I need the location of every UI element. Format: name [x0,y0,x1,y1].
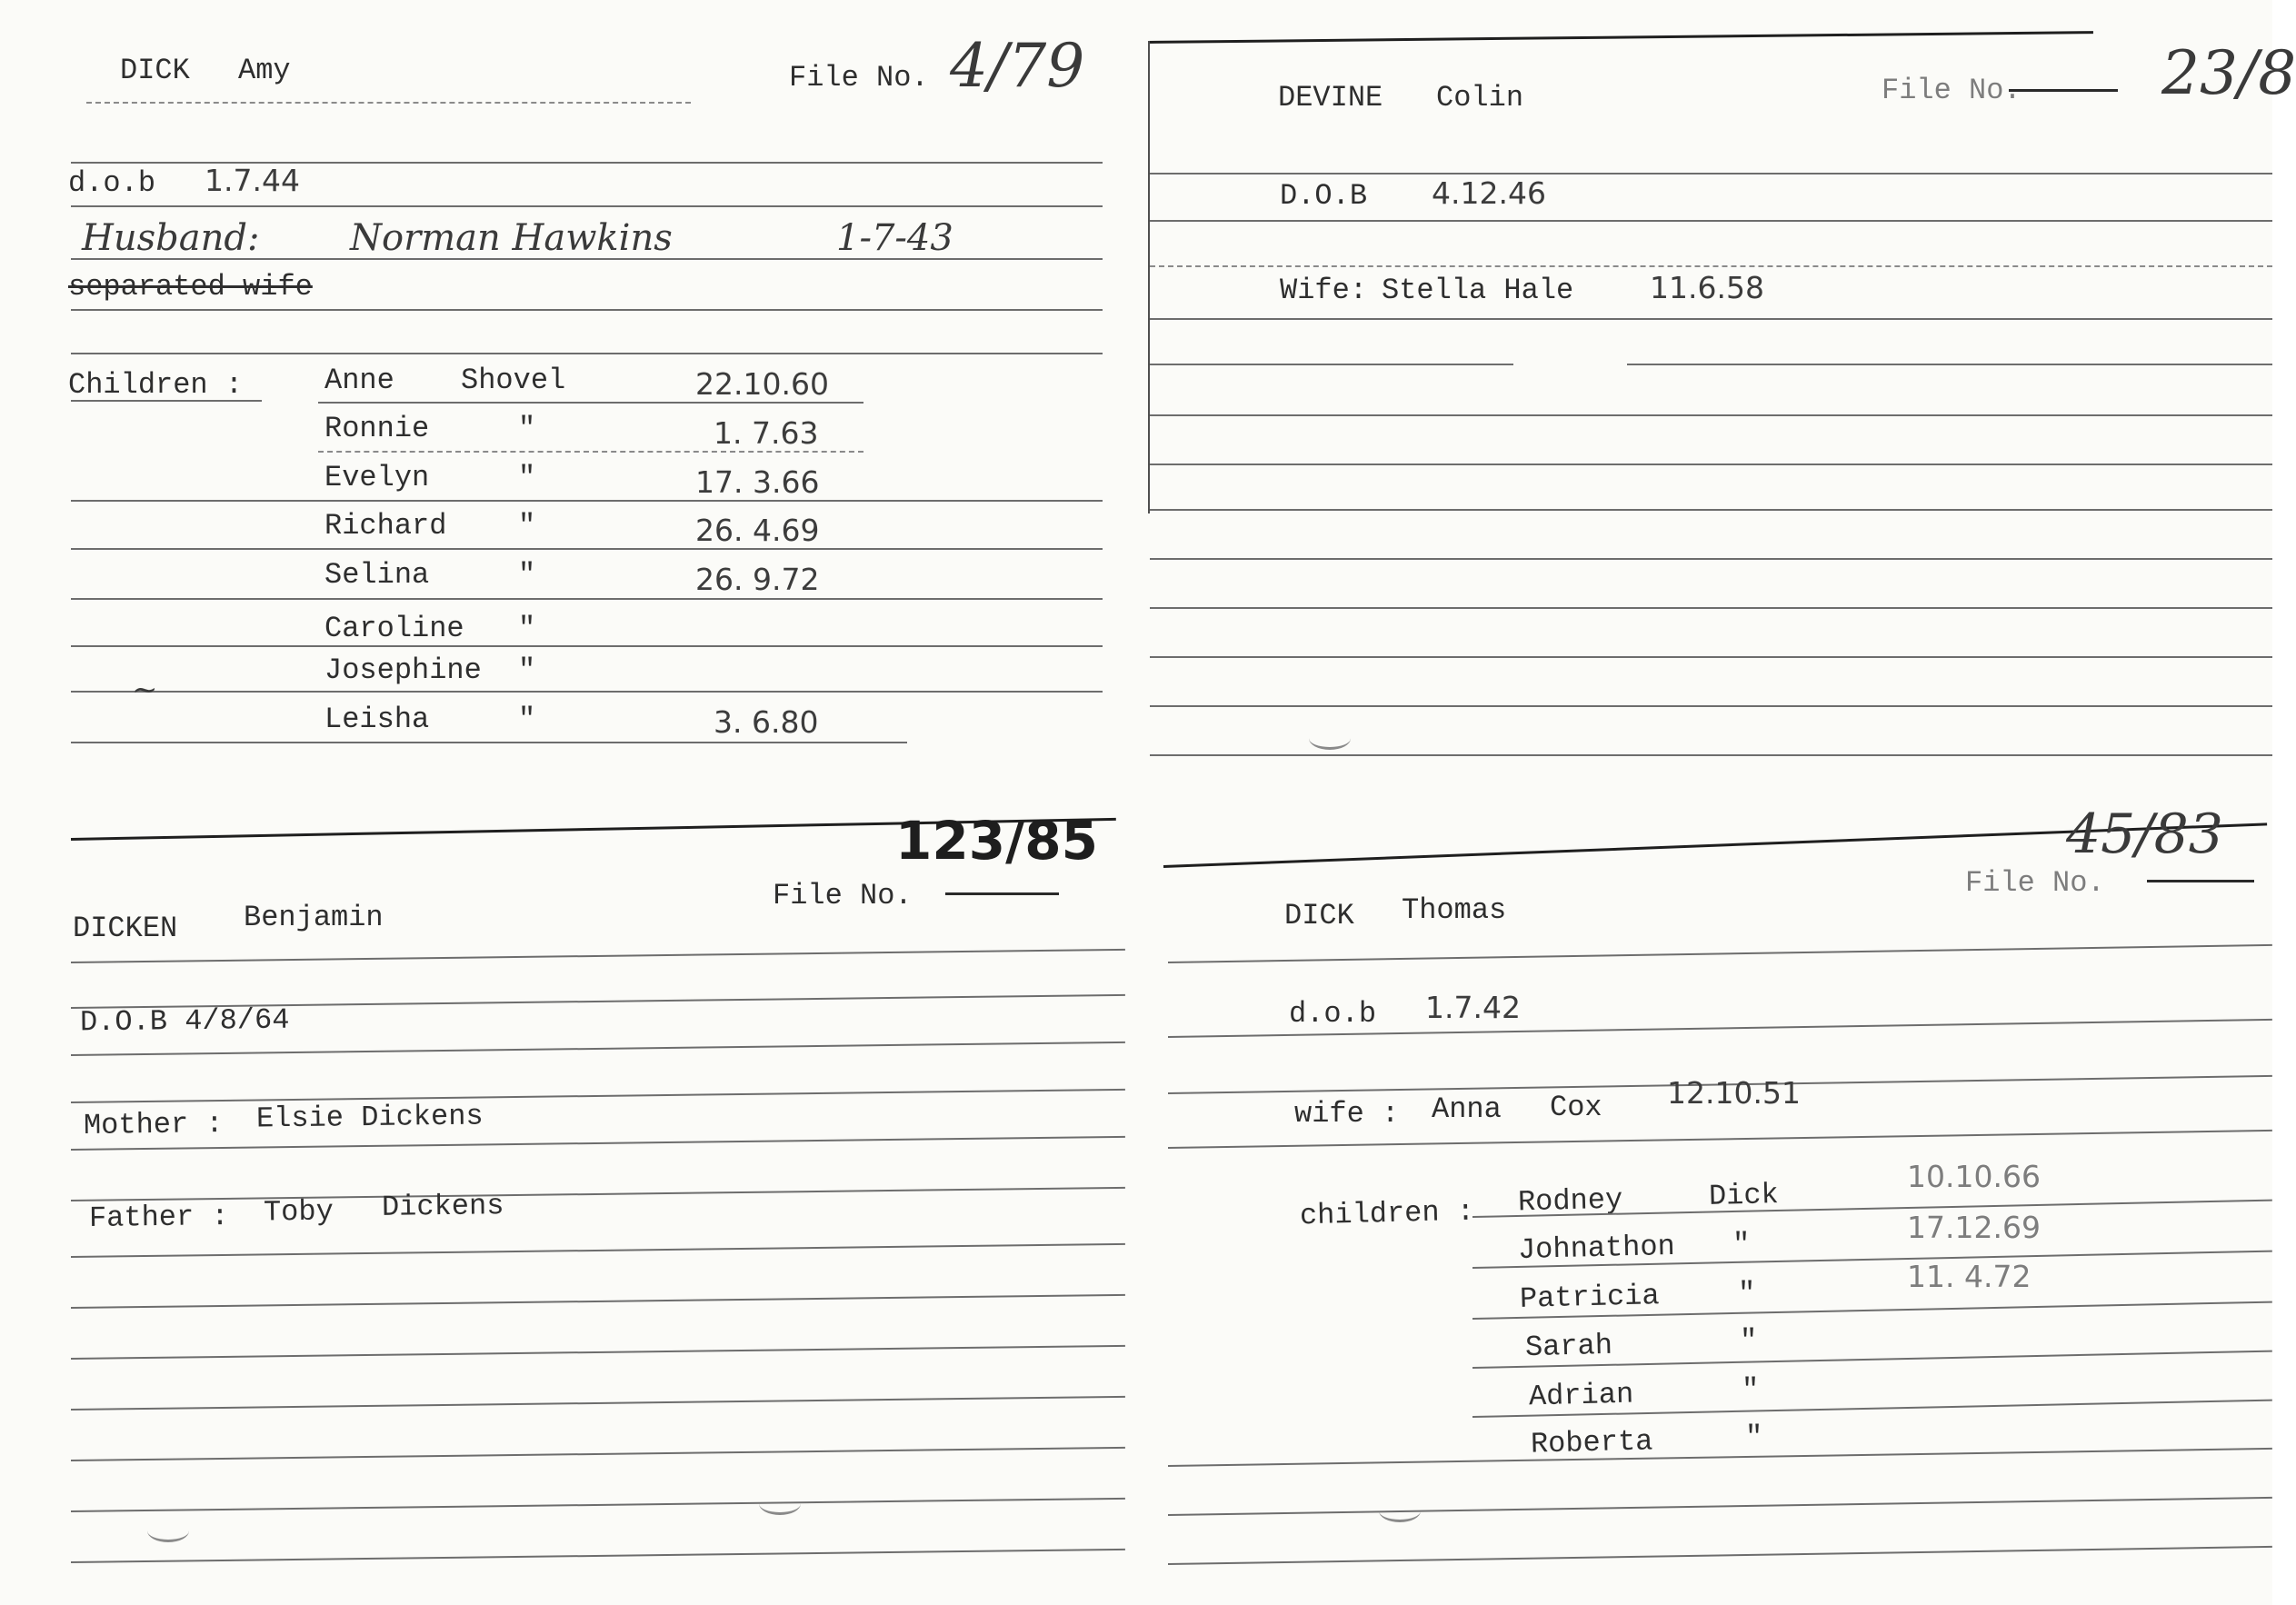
child-surname: " [518,509,536,543]
child-name: Evelyn [324,461,430,494]
dob-label: d.o.b [68,166,156,200]
child-name: Sarah [1524,1328,1613,1365]
dob-value: 1.7.44 [205,163,300,198]
husband-name: Norman Hawkins [350,217,673,259]
child-surname: " [518,653,536,687]
husband-date: 1-7-43 [836,217,953,259]
child-dob: 26. 9.72 [695,562,820,597]
father-last-name: Dickens [381,1189,504,1224]
file-number-label: File No. [1882,74,2021,107]
child-dob: 17.12.69 [1907,1210,2041,1245]
child-surname: Shovel [461,364,566,397]
old-file-number-strikeout [945,892,1059,895]
child-dob: 3. 6.80 [714,704,819,740]
record-card-devine-colin [1145,0,2296,800]
wife-label: Wife: [1280,274,1368,307]
punch-hole [147,1520,189,1542]
separated-wife-note: separated wife [68,270,313,304]
file-number: 123/85 [895,810,1098,872]
child-name: Leisha [324,703,430,736]
child-name: Rodney [1517,1182,1623,1220]
card-surname: DICK [1284,899,1354,932]
father-first-name: Toby [263,1194,334,1230]
child-name: Ronnie [324,412,430,445]
child-name: Josephine [324,653,482,687]
card-given-name: Benjamin [244,901,384,934]
child-name: Selina [324,558,430,592]
dob-value: D.O.B 4/8/64 [79,1002,290,1040]
child-dob: 17. 3.66 [695,464,820,500]
child-name: Patricia [1519,1279,1661,1316]
mother-name: Elsie Dickens [255,1099,484,1136]
child-surname: " [518,612,536,645]
child-surname: " [518,558,536,592]
wife-last-name: Cox [1550,1091,1602,1124]
child-name: Johnathon [1517,1229,1676,1268]
child-dob: 26. 4.69 [695,513,820,548]
child-dob: 11. 4.72 [1907,1259,2031,1294]
old-file-number-strikeout [2147,880,2254,882]
child-surname: " [518,703,536,736]
card-given-name: Thomas [1402,893,1507,927]
punch-hole [759,1492,801,1515]
children-label: children : [1299,1194,1475,1233]
child-surname: " [518,412,536,445]
child-name: Richard [324,509,447,543]
child-name: Roberta [1530,1424,1653,1461]
record-card-dicken-benjamin [0,782,1163,1605]
child-dob: 10.10.66 [1907,1159,2041,1194]
child-dob: 22.10.60 [695,366,829,402]
file-number-label: File No. [1965,866,2105,900]
file-number: 4/79 [950,31,1085,101]
file-number: 45/83 [2066,802,2223,866]
child-surname: Dick [1708,1178,1780,1213]
record-card-dick-amy [0,0,1145,800]
dob-value: 1.7.42 [1425,990,1521,1025]
children-label: Children : [68,368,244,402]
child-surname: " [1738,1277,1756,1311]
file-number: 23/8 [2161,38,2296,108]
card-given-name: Amy [238,54,291,87]
child-name: Anne [324,364,394,397]
child-surname: " [1745,1421,1763,1454]
wife-date: 11.6.58 [1650,270,1764,305]
father-label: Father : [88,1200,229,1235]
child-surname: " [1740,1324,1758,1358]
husband-label: Husband: [82,217,260,259]
record-card-dick-thomas [1163,782,2272,1605]
dob-value: 4.12.46 [1432,175,1546,211]
mother-label: Mother : [83,1107,224,1142]
child-name: Adrian [1528,1377,1634,1414]
punch-hole [1379,1500,1421,1522]
child-dob: 1. 7.63 [714,415,819,451]
old-file-number-strikeout [2009,89,2118,92]
punch-hole [1309,727,1351,750]
file-number-label: File No. [789,61,929,95]
child-name: Caroline [324,612,464,645]
pen-mark: ~ [132,672,158,708]
card-surname: DICKEN [73,912,178,945]
wife-name: Stella Hale [1382,274,1574,307]
child-surname: " [518,461,536,494]
wife-label: wife : [1294,1097,1400,1131]
child-surname: " [1742,1373,1760,1407]
card-given-name: Colin [1436,81,1524,115]
wife-first-name: Anna [1432,1092,1502,1126]
card-surname: DICK [120,54,190,87]
wife-date: 12.10.51 [1667,1075,1801,1111]
child-surname: " [1732,1228,1751,1261]
file-number-label: File No. [773,879,913,912]
card-surname: DEVINE [1278,81,1383,115]
dob-label: d.o.b [1289,997,1377,1031]
dob-label: D.O.B [1280,179,1368,213]
